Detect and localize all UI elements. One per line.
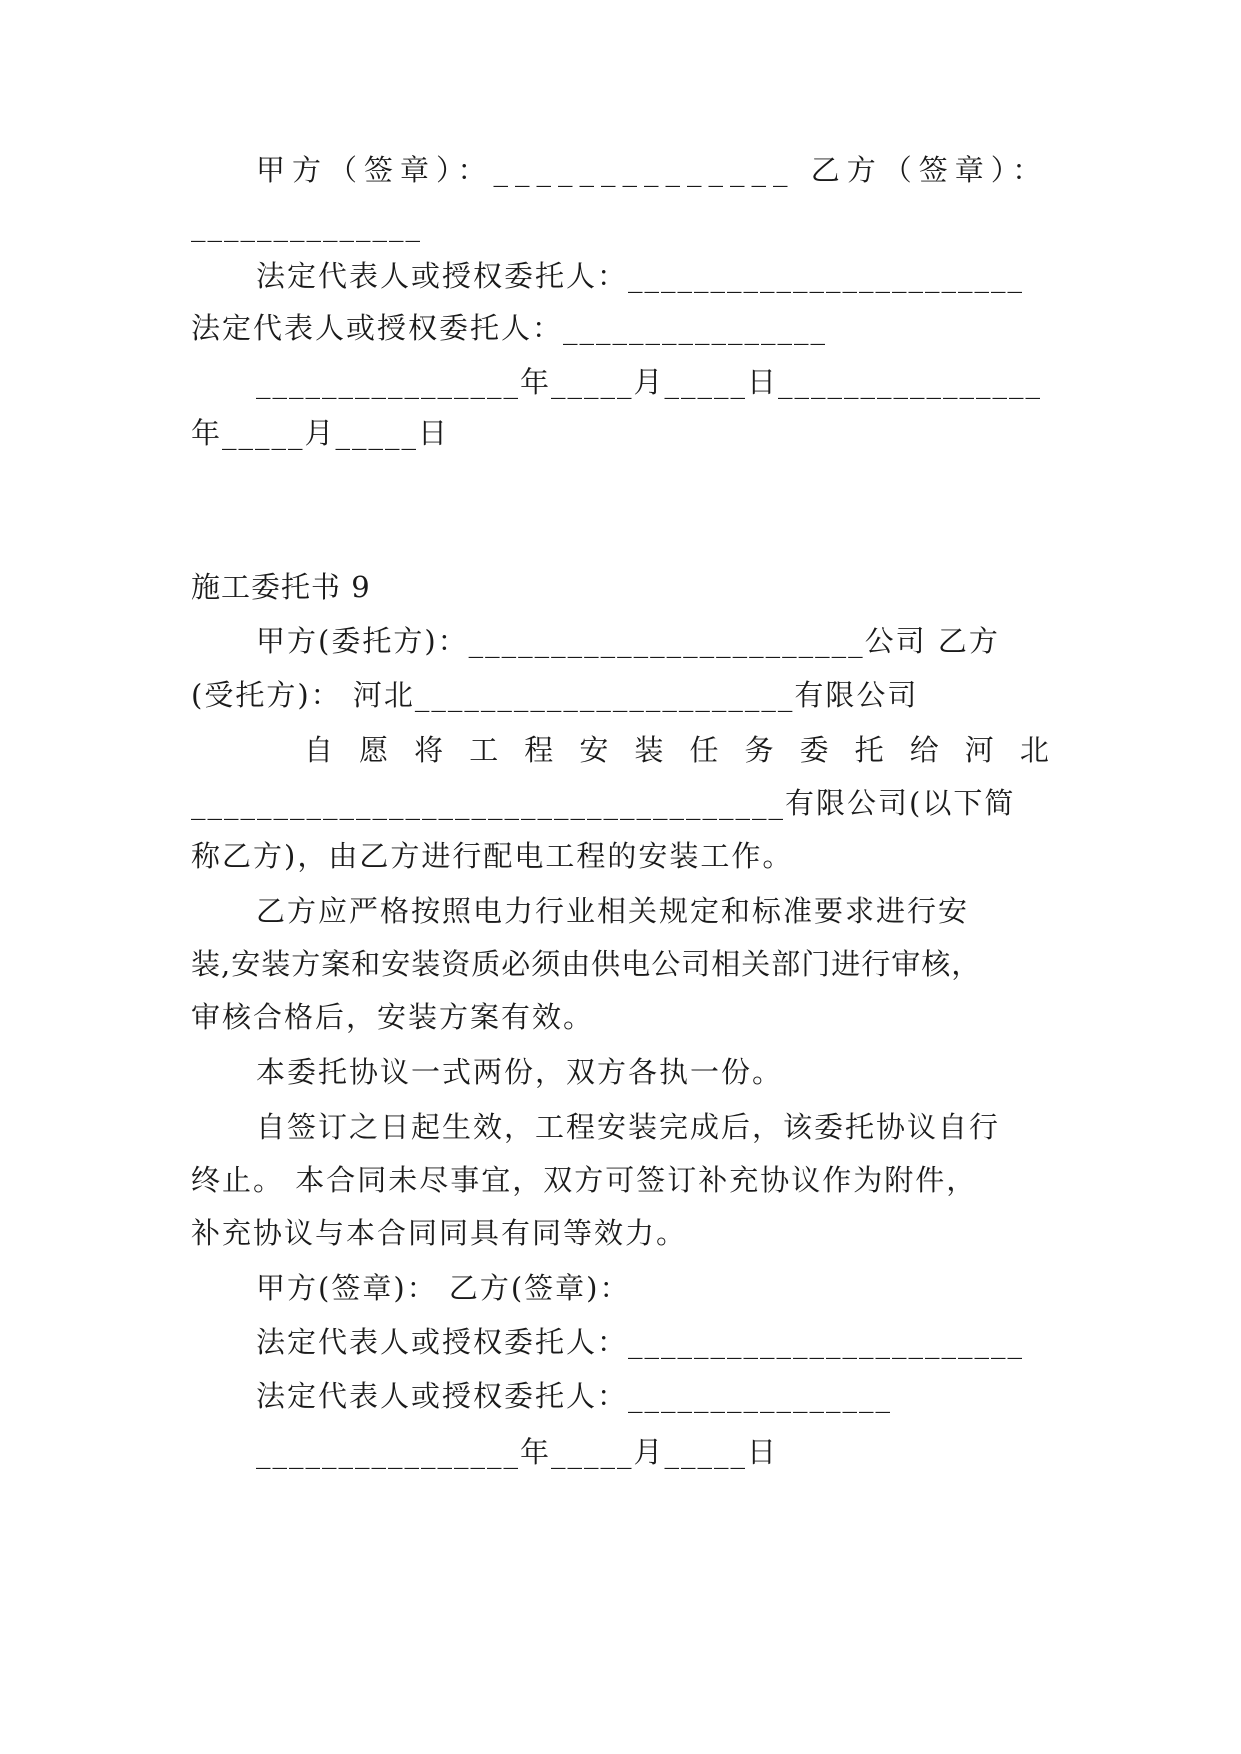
para2-line-3: 审核合格后，安装方案有效。: [191, 1000, 595, 1034]
body-char: 愿: [359, 733, 391, 767]
sign-line-1: 甲方(签章)： 乙方(签章)：: [256, 1271, 631, 1305]
sign-line-2: 法定代表人或授权委托人：________________________: [256, 1325, 1025, 1359]
sign-line-3: 法定代表人或授权委托人：________________: [256, 1379, 893, 1413]
para4-line-2: 终止。 本合同未尽事宜，双方可签订补充协议作为附件，: [191, 1163, 978, 1197]
body-char: 程: [524, 733, 556, 767]
body-char: 给: [909, 733, 941, 767]
para2-line-1: 乙方应严格按照电力行业相关规定和标准要求进行安: [256, 894, 970, 928]
para4-line-1: 自签订之日起生效，工程安装完成后，该委托协议自行: [256, 1110, 1001, 1144]
para4-line-3: 补充协议与本合同同具有同等效力。: [191, 1216, 688, 1250]
body-char: 任: [689, 733, 721, 767]
top-representative-line: 法定代表人或授权委托人：________________________: [256, 259, 1025, 293]
body-line-1: [304, 730, 1051, 770]
top-sign-line: 甲方（签章）：______________ 乙方（签章）：: [256, 153, 1049, 187]
top-date-line: ________________年_____月_____日________________: [256, 365, 1043, 399]
body-char: 委: [799, 733, 831, 767]
top-sign-blank: ______________: [191, 208, 422, 242]
para2-line-2: 装,安装方案和安装资质必须由供电公司相关部门进行审核，: [191, 947, 982, 981]
body-char: 务: [744, 733, 776, 767]
body-char: 河: [964, 733, 996, 767]
para3: 本委托协议一式两份，双方各执一份。: [256, 1055, 784, 1089]
top-representative-line-2: 法定代表人或授权委托人：________________: [191, 311, 828, 345]
body-char: 北: [1019, 733, 1051, 767]
body-char: 将: [414, 733, 446, 767]
body-line-3: 称乙方)，由乙方进行配电工程的安装工作。: [191, 839, 794, 873]
body-char: 装: [634, 733, 666, 767]
top-date-line-2: 年_____月_____日: [191, 416, 450, 450]
body-char: 工: [469, 733, 501, 767]
body-char: 安: [579, 733, 611, 767]
party-line-1: 甲方(委托方)：________________________公司 乙方: [256, 624, 1000, 658]
body-char: 自: [304, 733, 336, 767]
body-line-2: ____________________________________有限公司(以下简: [191, 786, 1016, 820]
section-title: 施工委托书 9: [191, 570, 371, 604]
party-line-2: (受托方)： 河北_______________________有限公司: [191, 678, 919, 712]
sign-date-line: ________________年_____月_____日: [256, 1435, 779, 1469]
body-char: 托: [854, 733, 886, 767]
